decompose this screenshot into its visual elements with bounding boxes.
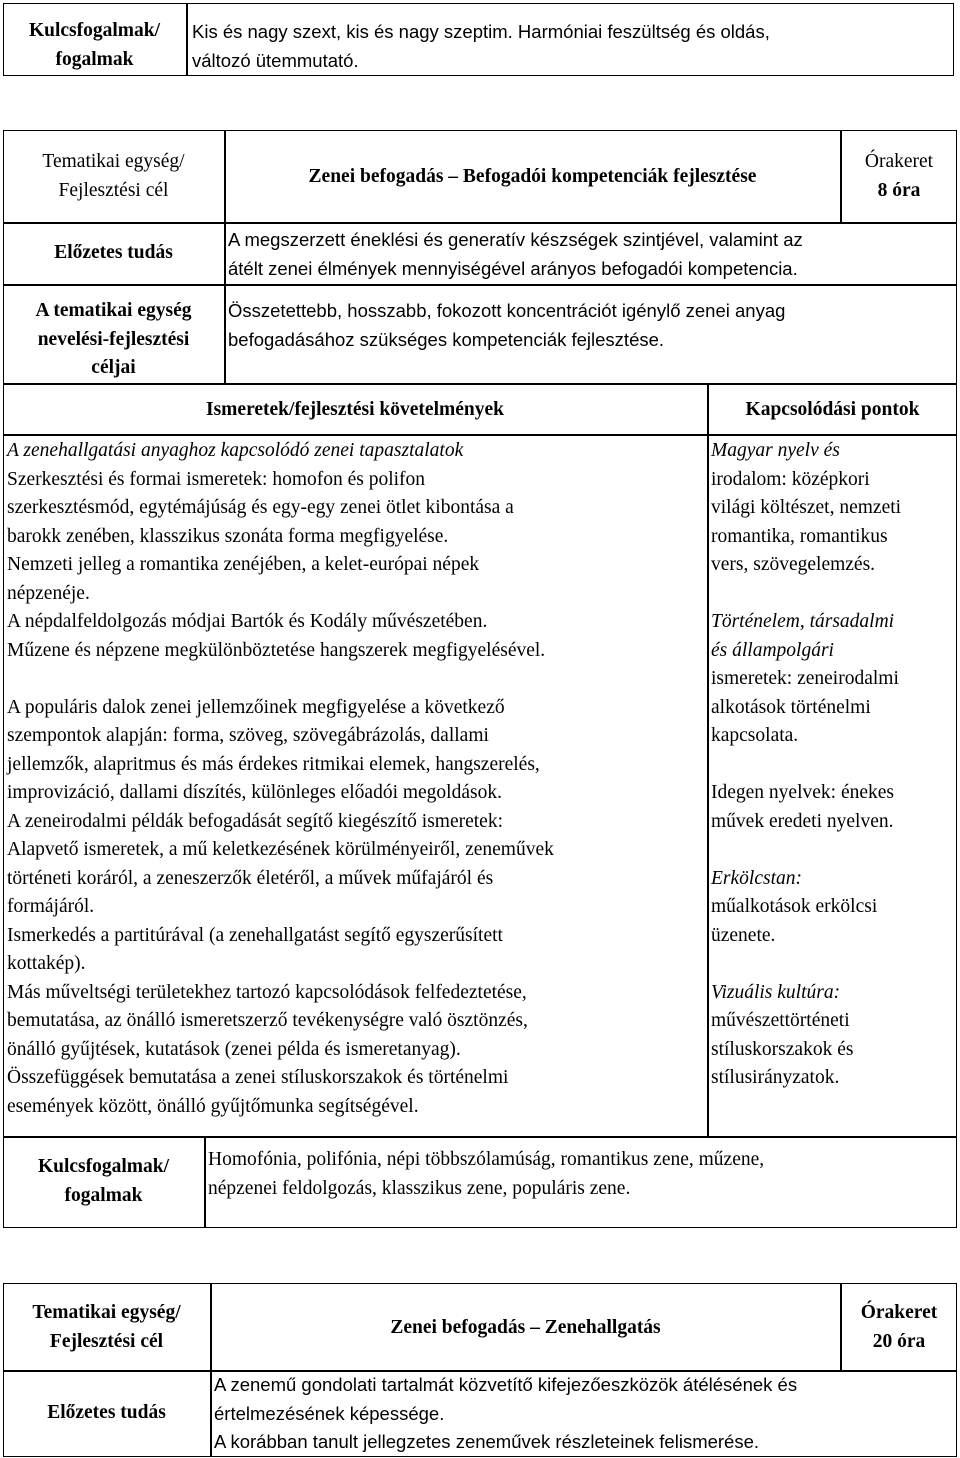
divider bbox=[3, 284, 957, 286]
elozetes-tudas-label: Előzetes tudás bbox=[54, 242, 173, 263]
kulcsfogalmak-label-2: Kulcsfogalmak/ fogalmak bbox=[37, 1156, 170, 1206]
kulcsfogalmak-text-2: Homofónia, polifónia, népi többszólamúság, romantikus zene, műzene, népzenei feldolgozás, klasszikus zene, populáris zene. bbox=[208, 1149, 765, 1199]
unit-title: Zenei befogadás – Befogadói kompetenciák fejlesztése bbox=[308, 166, 757, 187]
celjai-label: A tematikai egység nevelési-fejlesztési céljai bbox=[35, 300, 192, 378]
elozetes-tudas-label-3: Előzetes tudás bbox=[47, 1402, 166, 1423]
celjai-text: Összetettebb, hosszabb, fokozott koncentrációt igénylő zenei anyag befogadásához szükséges kompetenciák fejlesztése. bbox=[228, 300, 786, 350]
kulcsfogalmak-label: Kulcsfogalmak/ fogalmak bbox=[28, 20, 161, 70]
ismeretek-header: Ismeretek/fejlesztési követelmények bbox=[206, 399, 504, 420]
tematikai-label: Tematikai egység/ Fejlesztési cél bbox=[42, 151, 185, 201]
kapcsolodasi-content: Magyar nyelv és irodalom: középkori világi költészet, nemzeti romantika, romantikus vers, szövegelemzés. Történelem, társadalmi és állampolgári ismeretek: zeneirodalmi alkotások történelmi kapcsolata. Idegen nyelvek: énekes művek eredeti nyelven. Erkölcstan: műalkotások erkölcsi üzenete. Vizuális kultúra: művészettörténeti stíluskorszakok és stílusirányzatok. bbox=[711, 440, 902, 1088]
orakeret: Órakeret 8 óra bbox=[864, 151, 934, 201]
divider bbox=[3, 383, 957, 385]
divider bbox=[3, 434, 957, 436]
divider bbox=[204, 1136, 206, 1228]
elozetes-tudas-text: A megszerzett éneklési és generatív készségek szintjével, valamint az átélt zenei élmények mennyiségével arányos befogadói kompetencia. bbox=[228, 229, 803, 279]
divider bbox=[186, 3, 188, 76]
orakeret-3: Órakeret 20 óra bbox=[860, 1302, 938, 1352]
divider bbox=[3, 1136, 957, 1138]
tematikai-label-3: Tematikai egység/ Fejlesztési cél bbox=[32, 1302, 181, 1352]
ismeretek-content: A zenehallgatási anyaghoz kapcsolódó zenei tapasztalatok Szerkesztési és formai ismeretek: homofon és polifon szerkesztésmód, egytémájúság és egy-egy zenei ötlet kibontása a barokk zenében, klasszikus szonáta forma megfigyelése. Nemzeti jelleg a romantika zenéjében, a kelet-európai népek népzenéje. A népdalfeldolgozás módjai Bartók és Kodály művészetében. Műzene és népzene megkülönböztetése hangszerek megfigyelésével. A populáris dalok zenei jellemzőinek megfigyelése a következő szempontok alapján: forma, szöveg, szövegábrázolás, dallami jellemzők, alapritmus és más érdekes ritmikai elemek, hangszerelés, improvizáció, dallami díszítés, különleges előadói megoldások. A zeneirodalmi példák befogadását segítő kiegészítő ismeretek: Alapvető ismeretek, a mű keletkezésének körülményeiről, zeneművek történeti koráról, a zeneszerzők életéről, a művek műfajáról és formájáról. Ismerkedés a partitúrával (a zenehallgatást segítő egyszerűsített kottakép). Más műveltségi területekhez tartozó kapcsolódások felfedeztetése, bemutatása, az önálló ismeretszerző tevékenységre való ösztönzés, önálló gyűjtések, kutatások (zenei példa és ismeretanyag). Összefüggések bemutatása a zenei stíluskorszakok és történelmi események között, önálló gyűjtőmunka segítségével. bbox=[7, 440, 554, 1117]
kapcsolodasi-header: Kapcsolódási pontok bbox=[745, 399, 920, 420]
divider bbox=[210, 1283, 212, 1457]
divider bbox=[707, 383, 709, 1136]
unit-title-3: Zenei befogadás – Zenehallgatás bbox=[390, 1317, 661, 1338]
divider bbox=[3, 222, 957, 224]
kulcsfogalmak-text: Kis és nagy szext, kis és nagy szeptim. Harmóniai feszültség és oldás, változó ütemmutató. bbox=[192, 21, 770, 71]
elozetes-tudas-text-3: A zenemű gondolati tartalmát közvetítő kifejezőeszközök átélésének és értelmezésének képessége. A korábban tanult jellegzetes zeneművek részleteinek felismerése. bbox=[214, 1374, 798, 1452]
